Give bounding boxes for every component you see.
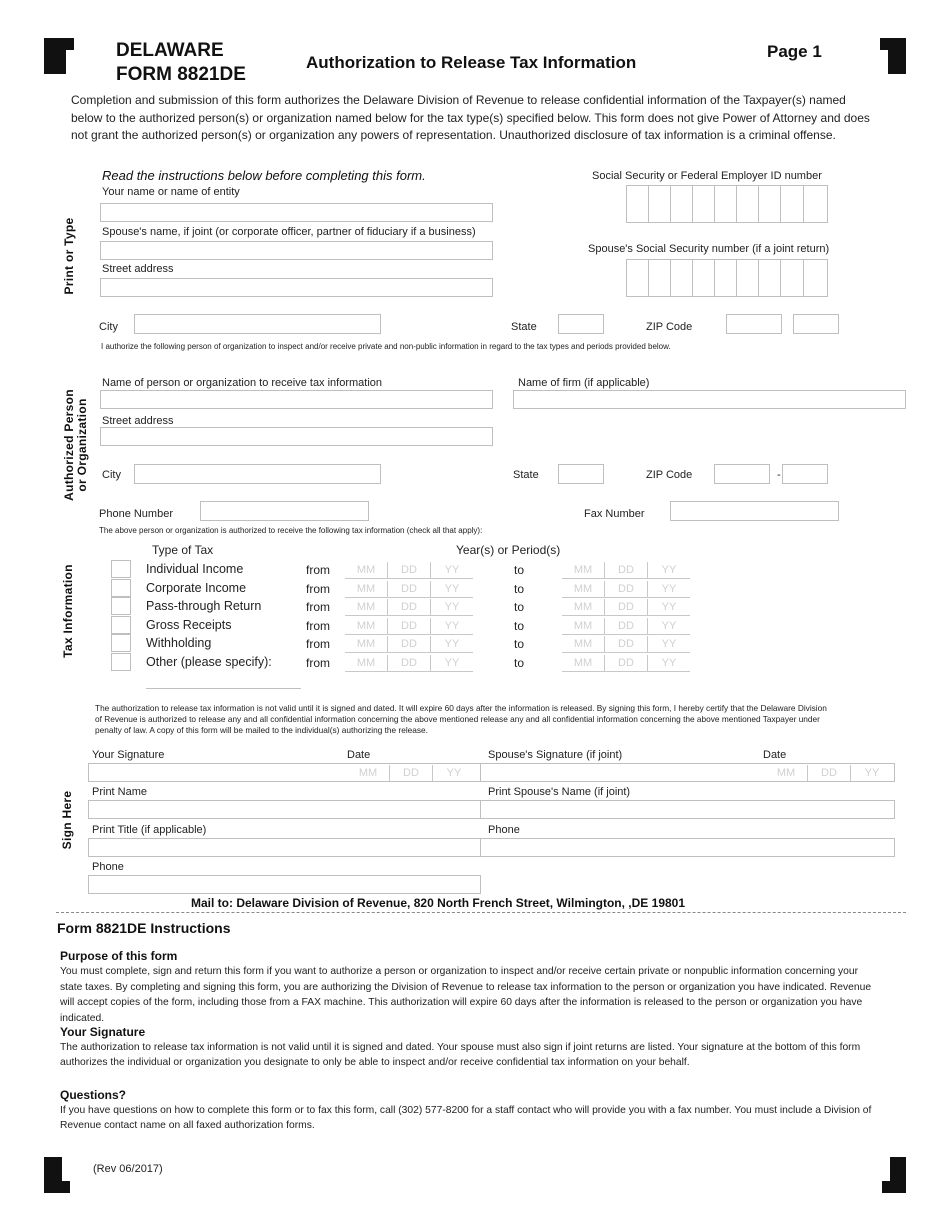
ssn-boxes[interactable] <box>626 185 828 223</box>
corner-mark-bottom-left-notch <box>62 1181 70 1193</box>
to-label: to <box>514 637 525 651</box>
city-label: City <box>99 321 118 333</box>
type-of-tax-header: Type of Tax <box>152 543 214 557</box>
spouse-phone-input[interactable] <box>480 838 895 857</box>
print-title-label: Print Title (if applicable) <box>92 824 207 836</box>
tax-type-checkbox[interactable] <box>111 560 131 578</box>
street-address-label: Street address <box>102 263 174 275</box>
spouse-ssn-label: Spouse's Social Security number (if a joint return) <box>588 243 830 255</box>
print-name-input[interactable] <box>88 800 481 819</box>
print-name-label: Print Name <box>92 786 148 798</box>
tax-type-checkbox[interactable] <box>111 579 131 597</box>
tax-type-checkbox[interactable] <box>111 597 131 615</box>
read-instructions-note: Read the instructions below before completing this form. <box>102 168 426 183</box>
print-or-type-label: Print or Type <box>62 217 76 295</box>
taxpayer-name-input[interactable] <box>100 203 493 222</box>
tax-type-checkbox[interactable] <box>111 616 131 634</box>
print-spouse-name-input[interactable] <box>480 800 895 819</box>
from-label: from <box>306 656 330 670</box>
cut-line <box>56 912 906 913</box>
mail-to-address: Mail to: Delaware Division of Revenue, 820 North French Street, Wilmington, ,DE 19801 <box>191 896 686 910</box>
phone-number-input[interactable] <box>200 501 369 521</box>
revision-label: (Rev 06/2017) <box>93 1163 163 1175</box>
state-input[interactable] <box>558 314 604 334</box>
sign-here-label: Sign Here <box>60 790 74 850</box>
to-label: to <box>514 656 525 670</box>
form-title: Authorization to Release Tax Information <box>306 53 637 72</box>
corner-mark-bottom-right <box>890 1157 906 1193</box>
zip-input[interactable] <box>726 314 782 334</box>
ssn-label: Social Security or Federal Employer ID number <box>592 170 822 182</box>
spouse-phone-label: Phone <box>488 824 520 836</box>
spouse-name-label: Spouse's name, if joint (or corporate officer, partner of fiduciary if a business) <box>102 226 476 238</box>
zip-dash: - <box>777 469 781 481</box>
from-date-field[interactable]: MM DD YY <box>345 581 473 598</box>
from-label: from <box>306 619 330 633</box>
corner-mark-bottom-left <box>44 1157 62 1193</box>
recipient-zip-ext-input[interactable] <box>782 464 828 484</box>
tax-type-label: Pass-through Return <box>146 599 262 613</box>
signature-statement: The authorization to release tax information is not valid until it is signed and dated. It will expire 60 days after the information is released. By signing this form, I hereby certify that the Delaware Division of Revenue is authorized to release any and all confidential information concerning the above mentioned release any and all confidential information concerning the above mentioned Taxpayer under penalty of law. A copy of this form will be mailed to the individual(s) authorizing the release. <box>95 703 827 735</box>
city-input[interactable] <box>134 314 381 334</box>
to-date-field[interactable]: MM DD YY <box>562 581 690 598</box>
firm-name-label: Name of firm (if applicable) <box>518 377 650 389</box>
authorized-person-label <box>63 380 89 510</box>
questions-title: Questions? <box>60 1088 127 1102</box>
to-label: to <box>514 563 525 577</box>
recipient-zip-label: ZIP Code <box>646 469 693 481</box>
spouse-ssn-boxes[interactable] <box>626 259 828 297</box>
taxpayer-phone-label: Phone <box>92 861 124 873</box>
from-date-field[interactable]: MM DD YY <box>345 655 473 672</box>
authorized-person-line2: or Organization <box>75 398 89 492</box>
signature-text: The authorization to release tax information is not valid until it is signed and dated. Your spouse must also sign if joint returns are listed. Your signature at the bottom of this form authorizes the individual or organization you designate to only be able to inspect and/or receive confidential tax information on your behalf. <box>60 1042 861 1068</box>
recipient-state-label: State <box>513 469 539 481</box>
from-date-field[interactable]: MM DD YY <box>345 562 473 579</box>
street-address-input[interactable] <box>100 278 493 297</box>
recipient-city-input[interactable] <box>134 464 381 484</box>
authorized-note: The above person or organization is authorized to receive the following tax information (check all that apply): <box>99 526 483 535</box>
tax-type-label: Withholding <box>146 636 212 650</box>
form-state-label: DELAWARE <box>116 40 224 61</box>
spouse-date-field[interactable]: MM DD YY <box>765 765 893 781</box>
spouse-name-input[interactable] <box>100 241 493 260</box>
purpose-text: You must complete, sign and return this form if you want to authorize a person or organization to inspect and/or receive certain private or nonpublic information concerning your state taxes. By completing and signing this form, you are authorizing the Division of Revenue to release tax information to the person or organization you have indicated. Revenue will accept copies of the form, including those from a FAX machine. This authorization will expire 60 days after the information is released to the person or organization you have indicated. <box>60 966 872 1024</box>
zip-ext-input[interactable] <box>793 314 839 334</box>
corner-mark-top-right <box>888 38 906 74</box>
page-number: Page 1 <box>767 42 822 61</box>
from-label: from <box>306 582 330 596</box>
recipient-state-input[interactable] <box>558 464 604 484</box>
recipient-city-label: City <box>102 469 121 481</box>
tax-type-checkbox[interactable] <box>111 634 131 652</box>
to-date-field[interactable]: MM DD YY <box>562 599 690 616</box>
tax-type-label: Corporate Income <box>146 581 247 595</box>
state-label: State <box>511 321 537 333</box>
fax-number-label: Fax Number <box>584 508 645 520</box>
authorized-person-line1: Authorized Person <box>62 389 76 501</box>
questions-text: If you have questions on how to complete this form or to fax this form, call (302) 577-8200 for a staff contact who will provide you with a fax number. You must include a Division of Revenue contact name on all faxed authorization forms. <box>60 1105 872 1131</box>
recipient-street-input[interactable] <box>100 427 493 446</box>
from-date-field[interactable]: MM DD YY <box>345 618 473 635</box>
print-spouse-name-label: Print Spouse's Name (if joint) <box>488 786 631 798</box>
spouse-signature-label: Spouse's Signature (if joint) <box>488 749 623 761</box>
firm-name-input[interactable] <box>513 390 906 409</box>
signature-date-field[interactable]: MM DD YY <box>347 765 475 781</box>
to-label: to <box>514 600 525 614</box>
tax-type-label: Other (please specify): <box>146 655 272 669</box>
corner-mark-top-left <box>44 38 66 74</box>
zip-label: ZIP Code <box>646 321 693 333</box>
from-date-field[interactable]: MM DD YY <box>345 636 473 653</box>
authorize-statement: I authorize the following person of organization to inspect and/or receive private and non-public information in regard to the tax types and periods provided below. <box>101 342 671 351</box>
form-number: FORM 8821DE <box>116 64 246 85</box>
other-specify-line[interactable] <box>146 688 301 689</box>
to-date-field[interactable]: MM DD YY <box>562 655 690 672</box>
to-date-field[interactable]: MM DD YY <box>562 636 690 653</box>
signature-date-label: Date <box>347 749 371 761</box>
fax-number-input[interactable] <box>670 501 839 521</box>
to-date-field[interactable]: MM DD YY <box>562 562 690 579</box>
corner-mark-top-right-notch <box>880 38 888 50</box>
corner-mark-bottom-right-notch <box>882 1181 890 1193</box>
to-date-field[interactable]: MM DD YY <box>562 618 690 635</box>
intro-paragraph: Completion and submission of this form authorizes the Delaware Division of Revenue to release confidential information of the Taxpayer(s) named below to the authorized person(s) or organization named below for the tax type(s) specified below. This form does not give Power of Attorney and does not grant the authorized person(s) or organization any powers of representation. Unauthorized disclosure of tax information is a criminal offense. <box>71 93 870 142</box>
tax-type-checkbox[interactable] <box>111 653 131 671</box>
tax-type-label: Individual Income <box>146 562 244 576</box>
your-signature-label: Your Signature <box>92 749 165 761</box>
recipient-name-input[interactable] <box>100 390 493 409</box>
to-label: to <box>514 582 525 596</box>
instructions-title: Form 8821DE Instructions <box>57 920 231 936</box>
tax-type-label: Gross Receipts <box>146 618 232 632</box>
purpose-title: Purpose of this form <box>60 949 178 963</box>
period-header: Year(s) or Period(s) <box>456 543 561 557</box>
signature-row-divider <box>480 763 481 782</box>
from-label: from <box>306 600 330 614</box>
taxpayer-phone-input[interactable] <box>88 875 481 894</box>
phone-number-label: Phone Number <box>99 508 173 520</box>
from-label: from <box>306 563 330 577</box>
taxpayer-name-label: Your name or name of entity <box>102 186 240 198</box>
spouse-date-label: Date <box>763 749 787 761</box>
from-label: from <box>306 637 330 651</box>
signature-title: Your Signature <box>60 1025 146 1039</box>
recipient-name-label: Name of person or organization to receive tax information <box>102 377 383 389</box>
print-title-input[interactable] <box>88 838 481 857</box>
recipient-zip-input[interactable] <box>714 464 770 484</box>
tax-information-label: Tax Information <box>61 564 75 658</box>
to-label: to <box>514 619 525 633</box>
recipient-street-label: Street address <box>102 415 174 427</box>
corner-mark-top-left-notch <box>66 38 74 50</box>
from-date-field[interactable]: MM DD YY <box>345 599 473 616</box>
